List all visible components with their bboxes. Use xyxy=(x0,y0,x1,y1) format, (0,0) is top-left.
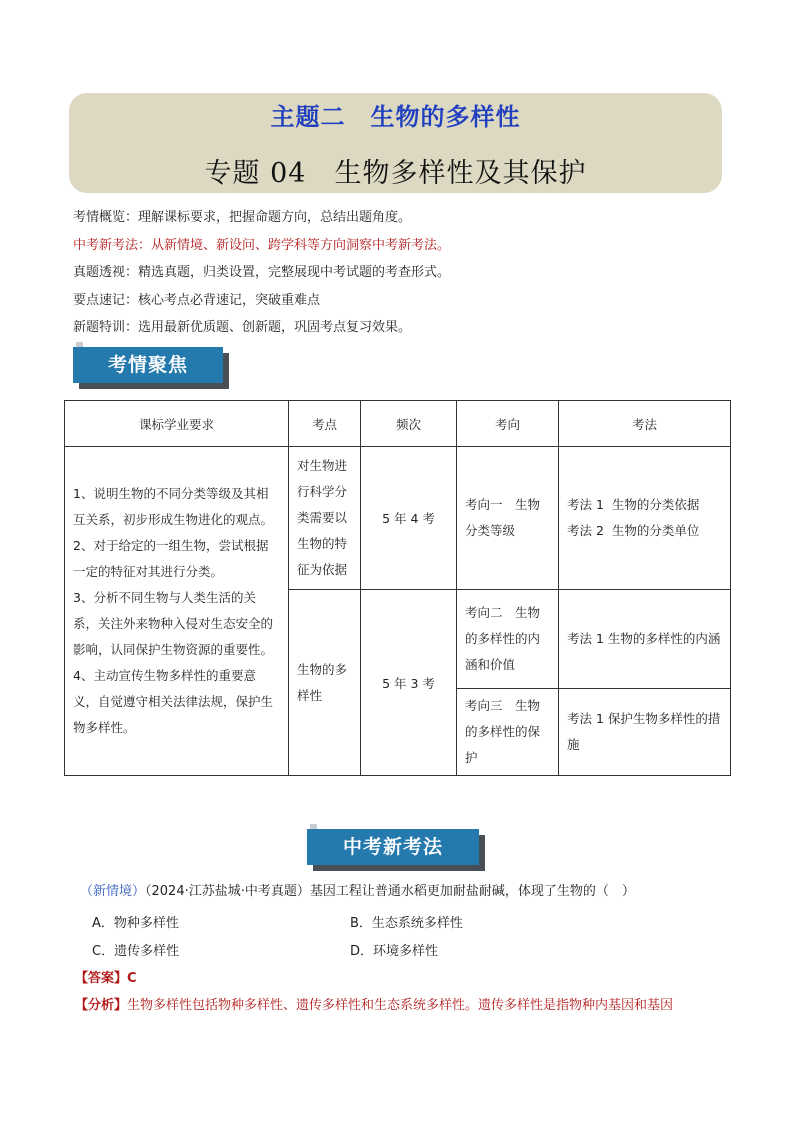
method-text: 考法 1 保护生物多样性的措施 xyxy=(567,711,721,752)
table-header: 考点 xyxy=(289,401,361,447)
section-title: 考情聚焦 xyxy=(107,354,188,376)
direction-text: 考向三 生物的多样性的保护 xyxy=(465,698,541,765)
intro-list xyxy=(73,204,450,342)
direction-cell xyxy=(457,689,559,776)
method-text: 考法 1 生物的分类依据 考法 2 生物的分类单位 xyxy=(567,497,700,538)
option-a: A．物种多样性 xyxy=(92,916,179,931)
point-text: 对生物进行科学分类需要以生物的特征为依据 xyxy=(297,458,348,577)
point-cell xyxy=(289,447,361,590)
analysis-label: 【分析】 xyxy=(75,998,128,1013)
exam-focus-table xyxy=(64,400,731,776)
method-cell xyxy=(559,447,731,590)
intro-line: 新题特训：选用最新优质题、创新题，巩固考点复习效果。 xyxy=(73,320,412,335)
intro-line: 考情概览：理解课标要求，把握命题方向，总结出题角度。 xyxy=(73,210,412,225)
direction-text: 考向一 生物分类等级 xyxy=(465,497,541,538)
option-b: B．生态系统多样性 xyxy=(350,916,463,931)
question-text: 基因工程让普通水稻更加耐盐耐碱，体现了生物的（ ） xyxy=(309,884,635,899)
analysis-line xyxy=(75,994,673,1013)
question-source: （2024·江苏盐城·中考真题） xyxy=(145,884,310,899)
direction-cell xyxy=(457,447,559,590)
intro-line-highlight: 中考新考法：从新情境、新设问、跨学科等方向洞察中考新考法。 xyxy=(73,237,451,253)
question-tag: （新情境） xyxy=(80,884,146,899)
question-stem xyxy=(80,880,635,899)
frequency-cell: 5 年 3 考 xyxy=(361,590,457,776)
intro-line: 真题透视：精选真题，归类设置，完整展现中考试题的考查形式。 xyxy=(73,265,451,280)
point-text: 生物的多样性 xyxy=(297,661,348,703)
section-heading-new-method xyxy=(307,829,487,869)
heading-face xyxy=(73,347,223,383)
method-cell xyxy=(559,590,731,689)
table-header-row xyxy=(65,401,731,447)
table-header: 课标学业要求 xyxy=(65,401,289,447)
point-cell xyxy=(289,590,361,776)
analysis-text: 生物多样性包括物种多样性、遗传多样性和生态系统多样性。遗传多样性是指物种内基因和基因 xyxy=(127,998,674,1013)
option-c: C．遗传多样性 xyxy=(92,944,180,959)
direction-cell xyxy=(457,590,559,689)
intro-line: 要点速记：核心考点必背速记，突破重难点 xyxy=(73,292,321,308)
table-header: 考向 xyxy=(457,401,559,447)
banner-title: 主题二 生物的多样性 xyxy=(270,103,521,131)
answer-value: C xyxy=(127,971,137,986)
topic-banner xyxy=(69,93,722,193)
heading-face xyxy=(307,829,479,865)
frequency-cell: 5 年 4 考 xyxy=(361,447,457,590)
answer-line xyxy=(75,967,137,986)
method-cell xyxy=(559,689,731,776)
table-header: 频次 xyxy=(361,401,457,447)
answer-label: 【答案】 xyxy=(75,971,128,986)
direction-text: 考向二 生物的多样性的内涵和价值 xyxy=(465,605,541,672)
banner-subtitle: 专题 04 生物多样性及其保护 xyxy=(204,158,587,189)
requirements-text: 1、说明生物的不同分类等级及其相互关系，初步形成生物进化的观点。 2、对于给定的一组生物，尝试根据一定的特征对其进行分类。 3、分析不同生物与人类生活的关系，关注外来物种入侵对生态安全的影响，认同保护生物资源的重要性。 4、主动宣传生物多样性的重要意义，自觉遵守相关法律法规，保护生物多样性。 xyxy=(73,486,274,735)
table-row xyxy=(65,447,731,590)
method-text: 考法 1 生物的多样性的内涵 xyxy=(567,631,721,646)
option-d: D．环境多样性 xyxy=(350,944,439,959)
requirements-cell xyxy=(65,447,289,776)
table-header: 考法 xyxy=(559,401,731,447)
section-title: 中考新考法 xyxy=(342,836,443,858)
section-heading-focus xyxy=(73,347,233,387)
